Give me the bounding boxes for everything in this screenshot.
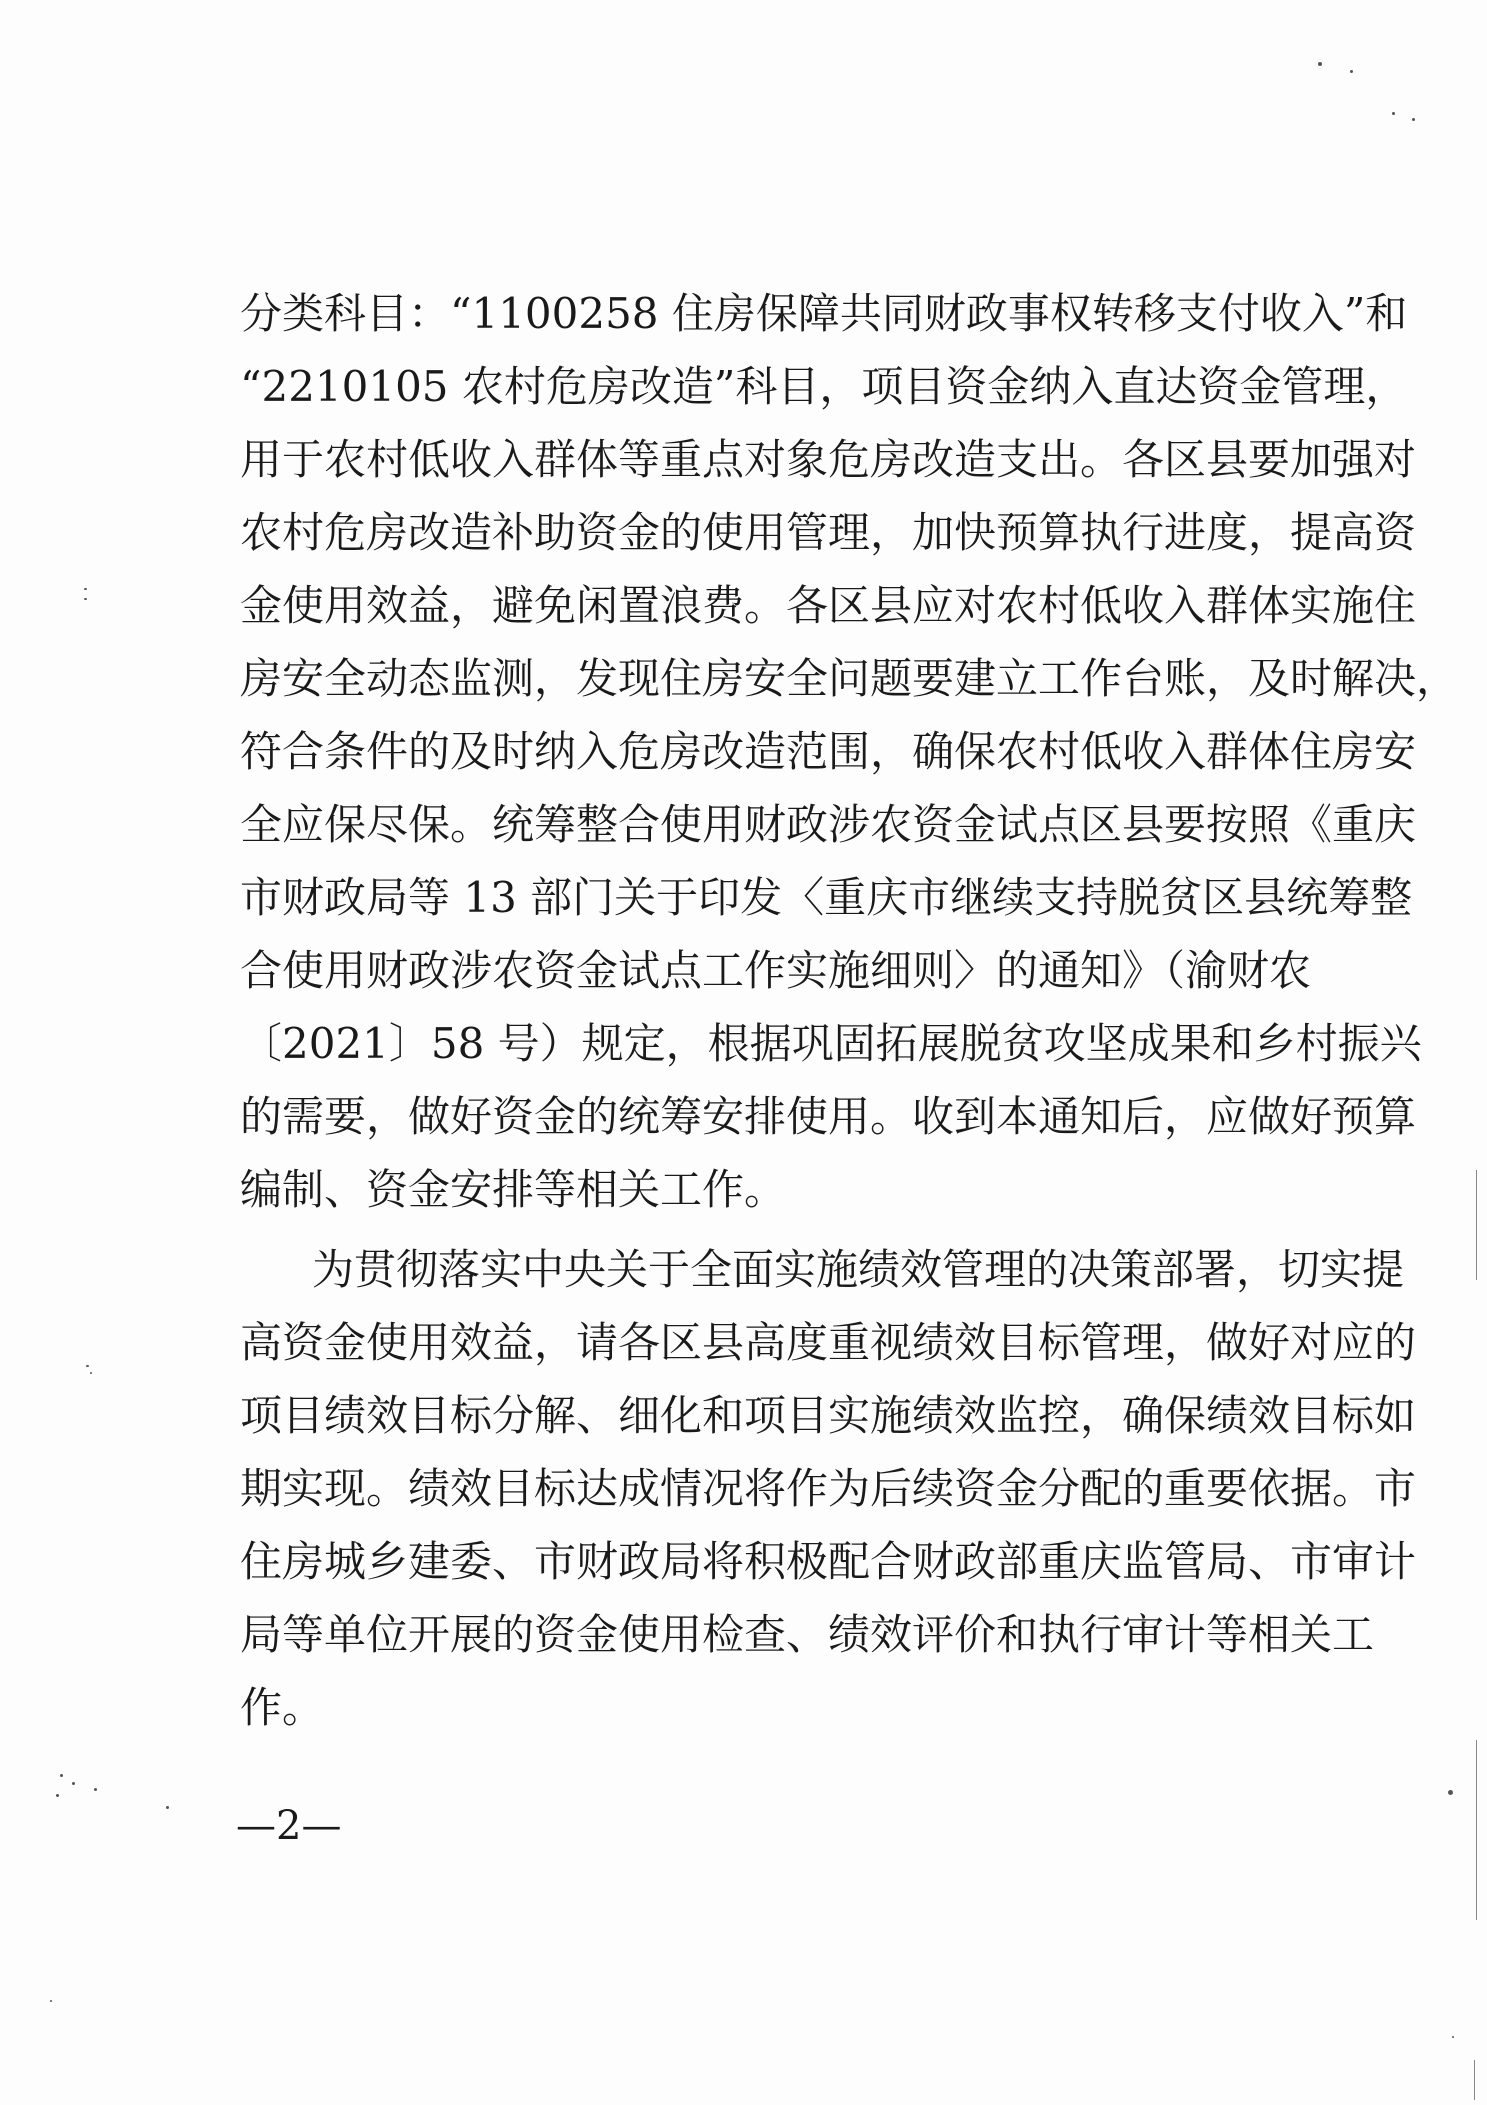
scan-speck: [1350, 70, 1353, 73]
scan-speck: [1448, 1790, 1453, 1795]
paragraph-1-line-7: 符合条件的及时纳入危房改造范围，确保农村低收入群体住房安: [240, 727, 1417, 776]
scan-edge-line: [1476, 1740, 1477, 1920]
paragraph-1-line-10: 合使用财政涉农资金试点工作实施细则〉的通知》（渝财农: [240, 946, 1312, 995]
scan-edge-line: [1474, 2060, 1475, 2100]
scan-speck: [84, 588, 87, 590]
paragraph-1-line-2: “2210105 农村危房改造”科目，项目资金纳入直达资金管理，: [240, 362, 1408, 411]
paragraph-1-line-5: 金使用效益，避免闲置浪费。各区县应对农村低收入群体实施住: [240, 581, 1417, 630]
paragraph-1-line-13: 编制、资金安排等相关工作。: [240, 1165, 787, 1214]
scan-speck: [1412, 118, 1415, 121]
scan-speck: [56, 1794, 59, 1797]
paragraph-1-line-12: 的需要，做好资金的统筹安排使用。收到本通知后，应做好预算: [240, 1092, 1417, 1141]
paragraph-2-line-7: 作。: [240, 1683, 325, 1732]
paragraph-1-line-1: 分类科目：“1100258 住房保障共同财政事权转移支付收入”和: [240, 289, 1408, 338]
paragraph-2-line-3: 项目绩效目标分解、细化和项目实施绩效监控，确保绩效目标如: [240, 1391, 1417, 1440]
paragraph-1-line-6: 房安全动态监测，发现住房安全问题要建立工作台账，及时解决，: [240, 654, 1459, 703]
scan-speck: [1392, 112, 1395, 115]
paragraph-2-line-5: 住房城乡建委、市财政局将积极配合财政部重庆监管局、市审计: [240, 1537, 1417, 1586]
scan-speck: [50, 2000, 52, 2002]
scan-speck: [86, 1365, 89, 1367]
paragraph-1-line-4: 农村危房改造补助资金的使用管理，加快预算执行进度，提高资: [240, 508, 1417, 557]
scan-speck: [60, 1774, 63, 1777]
scan-speck: [1452, 2036, 1454, 2038]
paragraph-2-line-1: 为贯彻落实中央关于全面实施绩效管理的决策部署，切实提: [312, 1245, 1405, 1294]
paragraph-2-line-2: 高资金使用效益，请各区县高度重视绩效目标管理，做好对应的: [240, 1318, 1417, 1367]
scan-speck: [90, 1372, 92, 1374]
paragraph-1-line-3: 用于农村低收入群体等重点对象危房改造支出。各区县要加强对: [240, 435, 1417, 484]
scan-speck: [94, 1788, 97, 1791]
paragraph-1-line-9: 市财政局等 13 部门关于印发〈重庆市继续支持脱贫区县统筹整: [240, 873, 1413, 922]
page-number: —2—: [236, 1803, 342, 1849]
scan-speck: [166, 1806, 169, 1809]
scan-speck: [1318, 62, 1322, 66]
paragraph-2-line-6: 局等单位开展的资金使用检查、绩效评价和执行审计等相关工: [240, 1610, 1375, 1659]
paragraph-2-line-4: 期实现。绩效目标达成情况将作为后续资金分配的重要依据。市: [240, 1464, 1417, 1513]
scan-speck: [84, 598, 87, 600]
paragraph-1-line-11: 〔2021〕58 号）规定，根据巩固拓展脱贫攻坚成果和乡村振兴: [240, 1019, 1422, 1068]
paragraph-1-line-8: 全应保尽保。统筹整合使用财政涉农资金试点区县要按照《重庆: [240, 800, 1417, 849]
scan-speck: [72, 1782, 75, 1785]
scan-edge-line: [1476, 1170, 1477, 1280]
